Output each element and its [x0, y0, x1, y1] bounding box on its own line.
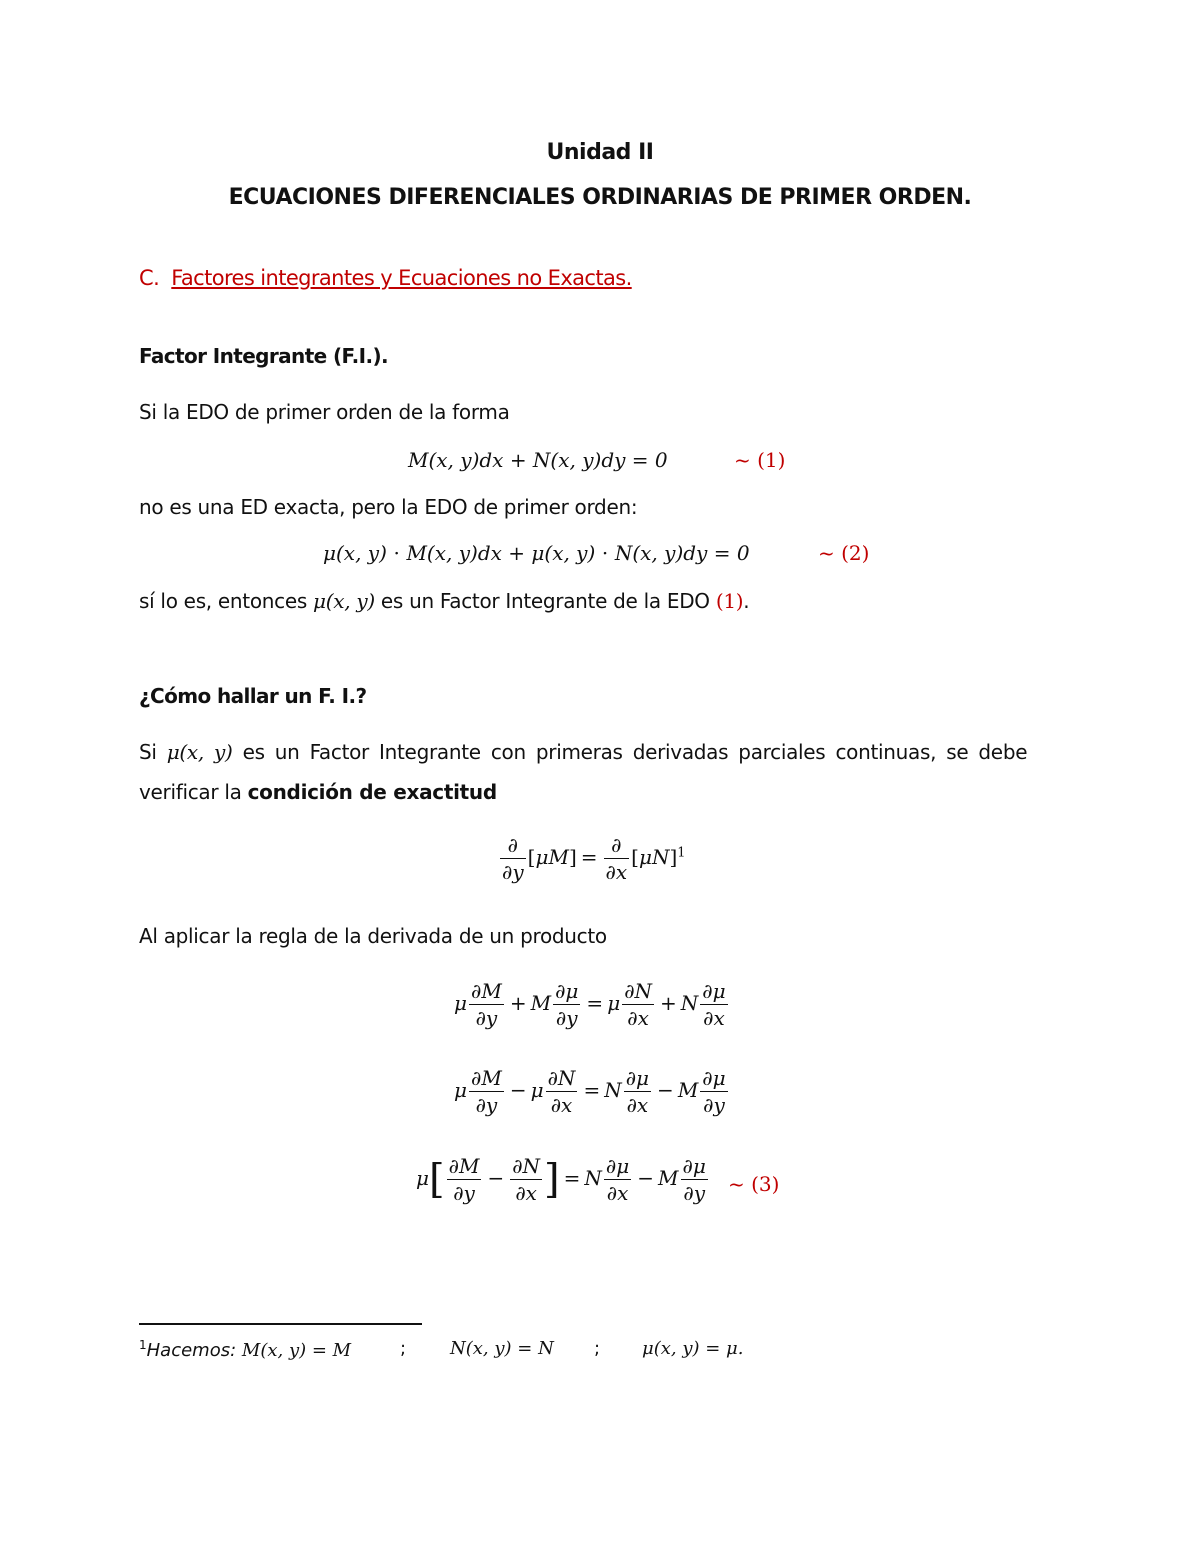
equation-3: μ[ $\frac{\partial M}{\partial y}$ − $\frac{\partial N}{\partial x}$ ] = N $\frac{\partial\mu}{\partial x}$ − M $\frac{\partial\mu}{\partial y}$	[416, 1154, 706, 1205]
heading-como-hallar: ¿Cómo hallar un F. I.?	[139, 684, 367, 708]
section-letter: C.	[139, 266, 160, 290]
paragraph-2: no es una ED exacta, pero la EDO de primer orden:	[139, 495, 638, 519]
paragraph-5: Al aplicar la regla de la derivada de un producto	[139, 924, 607, 948]
equation-rearranged: μ $\frac{\partial M}{\partial y}$ − μ $\frac{\partial N}{\partial x}$ = N $\frac{\partial\mu}{\partial x}$ − M $\frac{\partial\mu}{\partial y}$	[454, 1066, 726, 1117]
paragraph-1: Si la EDO de primer orden de la forma	[139, 400, 510, 424]
equation-exactness: $\frac{\partial}{\partial y}$ [μM] = $\frac{\partial}{\partial x}$ $[\mu N]^1$	[502, 833, 686, 884]
mu-function: μ(x, y)	[166, 740, 233, 764]
equation-3-tag: ~ (3)	[728, 1172, 780, 1196]
equation-2: μ(x, y) ⋅ M(x, y)dx + μ(x, y) ⋅ N(x, y)dy = 0	[323, 541, 750, 565]
equation-1-tag: ~ (1)	[734, 448, 786, 472]
paragraph-4: Si μ(x, y) es un Factor Integrante con primeras derivadas parciales continuas, se debe	[139, 740, 1028, 764]
heading-factor-integrante: Factor Integrante (F.I.).	[139, 344, 389, 368]
equation-2-tag: ~ (2)	[818, 541, 870, 565]
document-title: Unidad II	[546, 140, 654, 165]
paragraph-4-line-2: verificar la condición de exactitud	[139, 780, 497, 804]
footnote: $^1$Hacemos: M(x, y) = M	[139, 1338, 352, 1361]
footnote-n: N(x, y) = N	[450, 1338, 554, 1359]
paragraph-3: sí lo es, entonces μ(x, y) es un Factor Integrante de la EDO (1).	[139, 589, 750, 613]
footnote-divider	[139, 1323, 422, 1325]
equation-1: M(x, y)dx + N(x, y)dy = 0	[408, 448, 668, 472]
document-subtitle: ECUACIONES DIFERENCIALES ORDINARIAS DE PRIMER ORDEN.	[228, 185, 972, 210]
footnote-mark: 1	[139, 1338, 147, 1352]
condition-exactitud: condición de exactitud	[247, 780, 497, 804]
section-heading	[139, 266, 632, 290]
footnote-mu: μ(x, y) = μ.	[642, 1338, 744, 1359]
footnote-separator: ;	[400, 1338, 407, 1359]
section-title: Factores integrantes y Ecuaciones no Exactas.	[171, 266, 632, 290]
equation-product-rule: μ $\frac{\partial M}{\partial y}$ + M $\frac{\partial\mu}{\partial y}$ = μ $\frac{\partial N}{\partial x}$ + N $\frac{\partial\mu}{\partial x}$	[454, 979, 726, 1030]
equation-ref-1: (1)	[715, 589, 744, 613]
mu-function: μ(x, y)	[313, 589, 375, 613]
footnote-separator: ;	[594, 1338, 601, 1359]
